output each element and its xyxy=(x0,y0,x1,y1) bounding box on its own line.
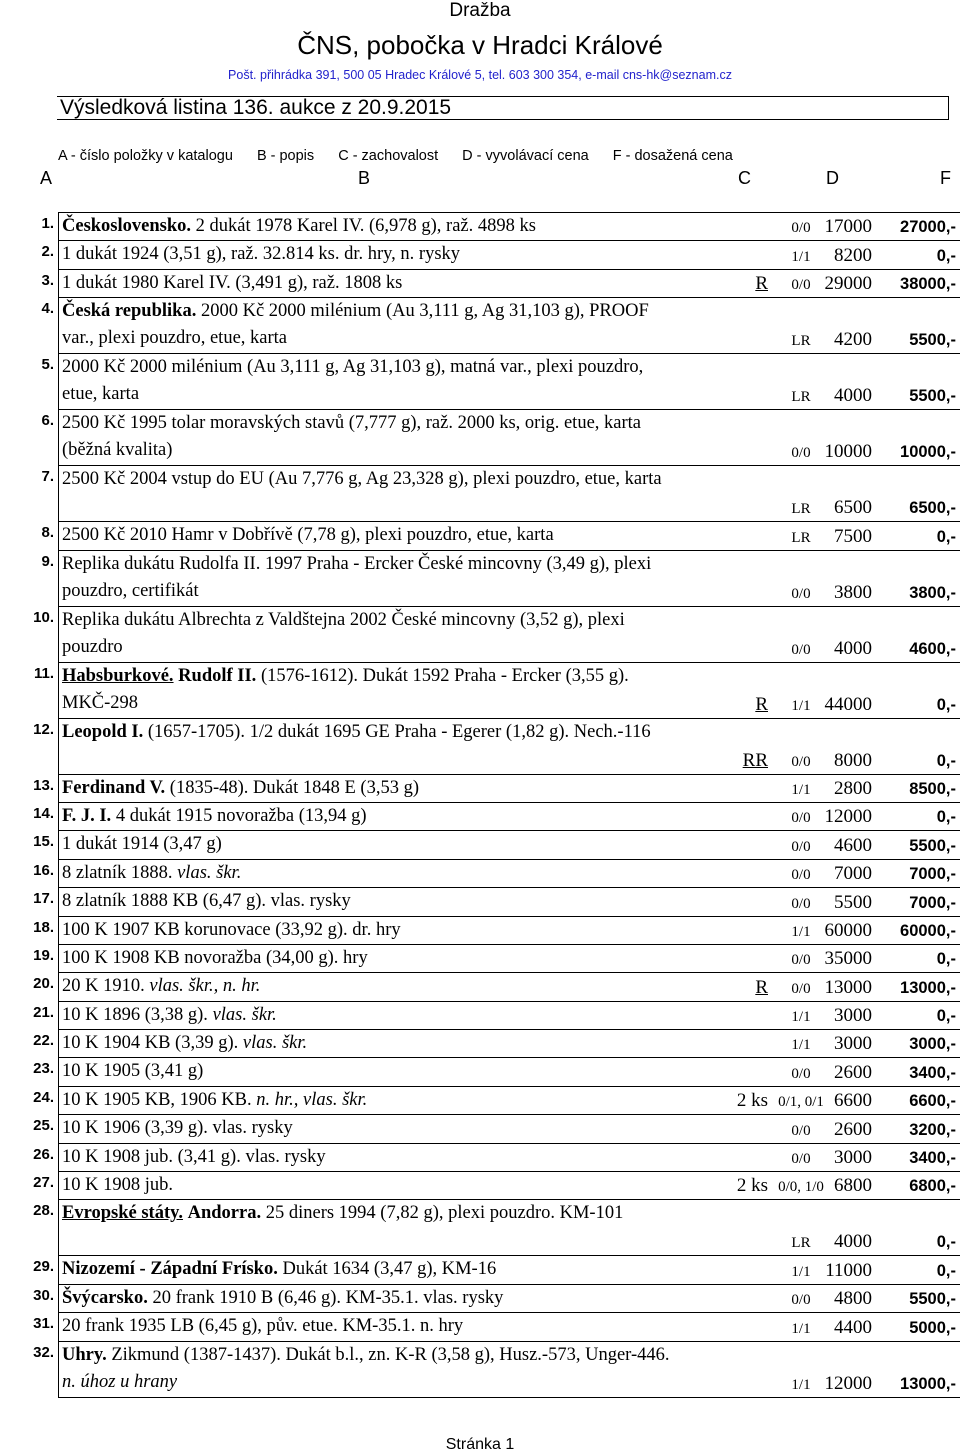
item-starting-price: 4200 xyxy=(834,329,872,351)
item-description: Leopold I. (1657-1705). 1/2 dukát 1695 GE Praha - Egerer (1,82 g). Nech.-116 xyxy=(62,721,651,742)
item-number: 1. xyxy=(41,215,54,232)
item-description: Replika dukátu Rudolfa II. 1997 Praha - Ercker České mincovny (3,49 g), plexi pouzdro, certifikát xyxy=(62,553,652,601)
item-condition: 0/0 xyxy=(791,1122,811,1139)
item-starting-price: 11000 xyxy=(825,1259,872,1281)
item-starting-price: 4800 xyxy=(834,1288,872,1310)
table-row xyxy=(33,1002,960,1030)
item-condition: LR xyxy=(791,389,811,406)
table-row xyxy=(33,663,960,719)
item-description: Švýcarsko. 20 frank 1910 B (6,46 g). KM-35.1. vlas. rysky xyxy=(62,1287,504,1308)
item-starting-price: 2600 xyxy=(834,1118,872,1140)
item-number: 16. xyxy=(33,861,54,879)
item-final-price: 3800,- xyxy=(909,583,956,602)
item-final-price: 0,- xyxy=(936,1261,956,1280)
table-row xyxy=(41,213,960,241)
item-final-price: 3400,- xyxy=(909,1063,956,1082)
item-number: 25. xyxy=(33,1117,54,1135)
item-final-price: 6500,- xyxy=(909,499,956,518)
table-row xyxy=(33,1313,960,1341)
item-description: Ferdinand V. (1835-48). Dukát 1848 E (3,53 g) xyxy=(62,777,419,798)
legend-b: B - popis xyxy=(256,148,315,164)
item-condition: 1/1 xyxy=(791,923,811,940)
item-starting-price: 35000 xyxy=(824,948,872,970)
item-description: 10 K 1896 (3,38 g). vlas. škr. xyxy=(62,1004,277,1025)
item-description: 8 zlatník 1888 KB (6,47 g). vlas. rysky xyxy=(62,891,351,912)
item-number: 18. xyxy=(33,918,54,936)
item-final-price: 5500,- xyxy=(909,836,956,855)
item-starting-price: 2800 xyxy=(834,777,872,799)
table-row xyxy=(33,973,960,1001)
table-row xyxy=(33,860,960,888)
item-description: Evropské státy. Andorra. 25 diners 1994 (7,82 g), plexi pouzdro. KM-101 xyxy=(62,1203,624,1224)
item-description: 20 K 1910. vlas. škr., n. hr. xyxy=(62,976,261,997)
item-starting-price: 4400 xyxy=(834,1316,872,1338)
item-rarity: 2 ks xyxy=(736,1175,768,1197)
item-starting-price: 6500 xyxy=(834,497,872,519)
table-row xyxy=(41,551,960,607)
table-row xyxy=(41,241,960,269)
item-starting-price: 4000 xyxy=(834,385,872,407)
item-condition: 0/0 xyxy=(791,838,811,855)
item-number: 28. xyxy=(33,1202,54,1220)
item-number: 11. xyxy=(33,664,54,682)
item-starting-price: 12000 xyxy=(824,1372,872,1394)
col-header-c: C xyxy=(738,168,751,188)
item-description: Nizozemí - Západní Frísko. Dukát 1634 (3,47 g), KM-16 xyxy=(62,1259,497,1280)
table-row xyxy=(33,775,960,803)
item-condition: 0/0 xyxy=(791,220,811,237)
item-final-price: 27000,- xyxy=(900,218,956,237)
item-description: 2500 Kč 2010 Hamr v Dobřívě (7,78 g), plexi pouzdro, etue, karta xyxy=(62,525,554,546)
item-number: 20. xyxy=(33,975,54,993)
table-row xyxy=(41,298,960,354)
item-final-price: 10000,- xyxy=(900,443,956,462)
item-description: 10 K 1908 jub. (3,41 g). vlas. rysky xyxy=(62,1146,326,1167)
item-description: 100 K 1907 KB korunovace (33,92 g). dr. hry xyxy=(62,919,401,940)
item-final-price: 38000,- xyxy=(900,275,956,294)
item-final-price: 5000,- xyxy=(909,1318,956,1337)
item-starting-price: 3800 xyxy=(834,581,872,603)
item-starting-price: 4000 xyxy=(834,637,872,659)
item-number: 21. xyxy=(33,1003,54,1021)
item-condition: LR xyxy=(791,333,811,350)
table-row xyxy=(33,1285,960,1313)
item-rarity: RR xyxy=(742,749,768,771)
item-description: Československo. 2 dukát 1978 Karel IV. (6,978 g), raž. 4898 ks xyxy=(62,216,536,236)
item-final-price: 0,- xyxy=(936,527,956,546)
item-description: 10 K 1906 (3,39 g). vlas. rysky xyxy=(62,1118,293,1139)
item-starting-price: 8000 xyxy=(834,749,872,771)
table-row xyxy=(33,719,960,775)
item-starting-price: 60000 xyxy=(824,919,872,941)
item-final-price: 0,- xyxy=(936,1233,956,1252)
item-final-price: 13000,- xyxy=(900,1374,956,1393)
organization-title: ČNS, pobočka v Hradci Králové xyxy=(297,30,663,60)
item-rarity: R xyxy=(755,976,768,998)
item-number: 3. xyxy=(41,271,54,289)
item-condition: 1/1 xyxy=(791,1009,811,1026)
item-final-price: 0,- xyxy=(936,808,956,827)
table-row xyxy=(33,1172,960,1200)
table-row xyxy=(33,945,960,973)
result-list-title: Výsledková listina 136. aukce z 20.9.2015 xyxy=(57,96,949,120)
item-number: 4. xyxy=(41,300,54,318)
item-description: 20 frank 1935 LB (6,45 g), pův. etue. KM-35.1. n. hry xyxy=(62,1316,464,1337)
table-row xyxy=(33,1342,960,1398)
item-starting-price: 44000 xyxy=(824,693,872,715)
item-final-price: 3400,- xyxy=(909,1149,956,1168)
item-starting-price: 4600 xyxy=(834,834,872,856)
item-description: 10 K 1905 (3,41 g) xyxy=(62,1061,204,1082)
item-number: 8. xyxy=(41,524,54,542)
item-number: 17. xyxy=(33,890,54,908)
item-condition: 0/0 xyxy=(791,1292,811,1309)
item-condition: 0/0 xyxy=(791,641,811,658)
item-final-price: 0,- xyxy=(936,695,956,714)
column-legend xyxy=(58,148,753,164)
item-number: 5. xyxy=(41,356,54,374)
item-description: 2500 Kč 2004 vstup do EU (Au 7,776 g, Ag 23,328 g), plexi pouzdro, etue, karta xyxy=(62,469,662,490)
item-description: 8 zlatník 1888. vlas. škr. xyxy=(62,862,242,883)
item-final-price: 0,- xyxy=(936,1007,956,1026)
item-number: 10. xyxy=(33,608,54,626)
column-headers xyxy=(0,168,960,190)
contact-address: Pošt. přihrádka 391, 500 05 Hradec Králové 5, tel. 603 300 354, e-mail cns-hk@seznam.cz xyxy=(228,68,732,82)
item-condition: LR xyxy=(791,1235,811,1252)
item-number: 14. xyxy=(33,804,54,822)
item-number: 19. xyxy=(33,946,54,964)
table-row xyxy=(41,270,960,298)
item-description: 2500 Kč 1995 tolar moravských stavů (7,777 g), raž. 2000 ks, orig. etue, karta (běžná kvalita) xyxy=(62,413,642,461)
item-condition: 0/0 xyxy=(791,585,811,602)
item-condition: 0/0 xyxy=(791,753,811,770)
item-condition: 0/0 xyxy=(791,445,811,462)
table-row xyxy=(41,522,960,550)
results-table xyxy=(33,212,960,1398)
item-condition: LR xyxy=(791,501,811,518)
item-rarity: 2 ks xyxy=(736,1090,768,1112)
item-number: 32. xyxy=(33,1343,54,1361)
table-row xyxy=(33,803,960,831)
item-starting-price: 2600 xyxy=(834,1061,872,1083)
item-final-price: 5500,- xyxy=(909,331,956,350)
item-number: 26. xyxy=(33,1145,54,1163)
item-description: 10 K 1904 KB (3,39 g). vlas. škr. xyxy=(62,1033,308,1054)
item-final-price: 5500,- xyxy=(909,387,956,406)
table-row xyxy=(33,831,960,859)
item-number: 31. xyxy=(33,1315,54,1333)
legend-d: D - vyvolávací cena xyxy=(462,148,589,164)
item-number: 27. xyxy=(33,1174,54,1192)
page-footer: Stránka 1 xyxy=(445,1436,515,1453)
item-description: 10 K 1908 jub. xyxy=(62,1175,173,1196)
table-row xyxy=(41,466,960,522)
table-row xyxy=(33,917,960,945)
item-condition: 0/0 xyxy=(791,895,811,912)
item-condition: 1/1 xyxy=(791,1263,811,1280)
table-row xyxy=(33,1144,960,1172)
item-description: 1 dukát 1914 (3,47 g) xyxy=(62,834,222,855)
legend-f: F - dosažená cena xyxy=(612,148,733,164)
item-number: 7. xyxy=(41,468,54,486)
item-starting-price: 8200 xyxy=(834,244,872,266)
item-starting-price: 12000 xyxy=(824,806,872,828)
item-condition: 0/0 xyxy=(791,867,811,884)
table-row xyxy=(33,888,960,916)
item-description: 1 dukát 1924 (3,51 g), raž. 32.814 ks. dr. hry, n. rysky xyxy=(62,244,461,265)
legend-a: A - číslo položky v katalogu xyxy=(58,148,233,164)
item-condition: 0/0 xyxy=(791,952,811,969)
item-final-price: 0,- xyxy=(936,950,956,969)
item-condition: 1/1 xyxy=(791,1037,811,1054)
item-starting-price: 5500 xyxy=(834,891,872,913)
item-description: 2000 Kč 2000 milénium (Au 3,111 g, Ag 31,103 g), matná var., plexi pouzdro, etue, karta xyxy=(62,357,644,405)
item-number: 15. xyxy=(33,833,54,851)
item-description: Replika dukátu Albrechta z Valdštejna 2002 České mincovny (3,52 g), plexi pouzdro xyxy=(62,609,625,657)
item-condition: 1/1 xyxy=(791,697,811,714)
item-starting-price: 13000 xyxy=(824,976,872,998)
item-final-price: 6600,- xyxy=(909,1092,956,1111)
item-number: 30. xyxy=(33,1286,54,1304)
item-final-price: 7000,- xyxy=(909,865,956,884)
item-final-price: 0,- xyxy=(936,246,956,265)
item-condition: 0/0 xyxy=(791,277,811,294)
item-starting-price: 29000 xyxy=(824,273,872,295)
item-number: 23. xyxy=(33,1060,54,1078)
item-condition: 1/1 xyxy=(791,1376,811,1393)
legend-c: C - zachovalost xyxy=(338,148,439,164)
item-condition: 0/0 xyxy=(791,1151,811,1168)
item-final-price: 4600,- xyxy=(909,639,956,658)
item-condition: 1/1 xyxy=(791,781,811,798)
item-starting-price: 17000 xyxy=(824,216,872,238)
item-condition: 0/0 xyxy=(791,980,811,997)
item-condition: LR xyxy=(791,529,811,546)
item-number: 2. xyxy=(41,243,54,261)
item-starting-price: 7000 xyxy=(834,863,872,885)
item-number: 6. xyxy=(41,412,54,430)
item-final-price: 8500,- xyxy=(909,779,956,798)
item-number: 29. xyxy=(33,1258,54,1276)
item-final-price: 13000,- xyxy=(900,978,956,997)
document-label: Dražba xyxy=(449,0,511,21)
item-starting-price: 10000 xyxy=(824,441,872,463)
item-description: Habsburkové. Rudolf II. (1576-1612). Dukát 1592 Praha - Ercker (3,55 g). MKČ-298 xyxy=(62,665,629,713)
item-starting-price: 4000 xyxy=(834,1231,872,1253)
item-condition: 0/0, 1/0 xyxy=(778,1179,824,1196)
col-header-a: A xyxy=(40,168,53,188)
table-row xyxy=(41,410,960,466)
item-final-price: 0,- xyxy=(936,751,956,770)
table-row xyxy=(41,354,960,410)
table-row xyxy=(33,607,960,663)
item-condition: 0/0 xyxy=(791,810,811,827)
item-description: Česká republika. 2000 Kč 2000 milénium (Au 3,111 g, Ag 31,103 g), PROOF var., plexi pouzdro, etue, karta xyxy=(62,301,649,349)
item-number: 9. xyxy=(41,552,54,570)
item-final-price: 3200,- xyxy=(909,1120,956,1139)
table-row xyxy=(33,1087,960,1115)
item-description: 1 dukát 1980 Karel IV. (3,491 g), raž. 1808 ks xyxy=(62,272,403,293)
item-description: 100 K 1908 KB novoražba (34,00 g). hry xyxy=(62,947,368,968)
item-final-price: 5500,- xyxy=(909,1290,956,1309)
item-condition: 1/1 xyxy=(791,248,811,265)
table-row xyxy=(33,1030,960,1058)
item-description: 10 K 1905 KB, 1906 KB. n. hr., vlas. škr. xyxy=(62,1089,368,1110)
item-condition: 0/0 xyxy=(791,1065,811,1082)
item-starting-price: 6600 xyxy=(834,1090,872,1112)
item-rarity: R xyxy=(755,693,768,715)
item-final-price: 7000,- xyxy=(909,893,956,912)
table-row xyxy=(33,1200,960,1256)
item-description: F. J. I. 4 dukát 1915 novoražba (13,94 g) xyxy=(62,805,367,826)
item-final-price: 3000,- xyxy=(909,1035,956,1054)
item-final-price: 6800,- xyxy=(909,1177,956,1196)
table-row xyxy=(33,1256,960,1284)
col-header-f: F xyxy=(940,168,951,188)
item-number: 13. xyxy=(33,776,54,794)
table-row xyxy=(33,1058,960,1086)
table-row xyxy=(33,1115,960,1143)
item-number: 12. xyxy=(33,720,54,738)
item-final-price: 60000,- xyxy=(900,921,956,940)
item-starting-price: 3000 xyxy=(834,1033,872,1055)
item-starting-price: 6800 xyxy=(834,1175,872,1197)
item-starting-price: 3000 xyxy=(834,1005,872,1027)
item-condition: 1/1 xyxy=(791,1320,811,1337)
item-starting-price: 3000 xyxy=(834,1147,872,1169)
item-number: 24. xyxy=(33,1088,54,1106)
item-number: 22. xyxy=(33,1032,54,1050)
item-starting-price: 7500 xyxy=(834,525,872,547)
item-description: Uhry. Zikmund (1387-1437). Dukát b.l., zn. K-R (3,58 g), Husz.-573, Unger-446. n. úhoz u hrany xyxy=(62,1344,670,1392)
col-header-b: B xyxy=(358,168,371,188)
col-header-d: D xyxy=(826,168,839,188)
item-rarity: R xyxy=(755,273,768,295)
item-condition: 0/1, 0/1 xyxy=(778,1094,824,1111)
